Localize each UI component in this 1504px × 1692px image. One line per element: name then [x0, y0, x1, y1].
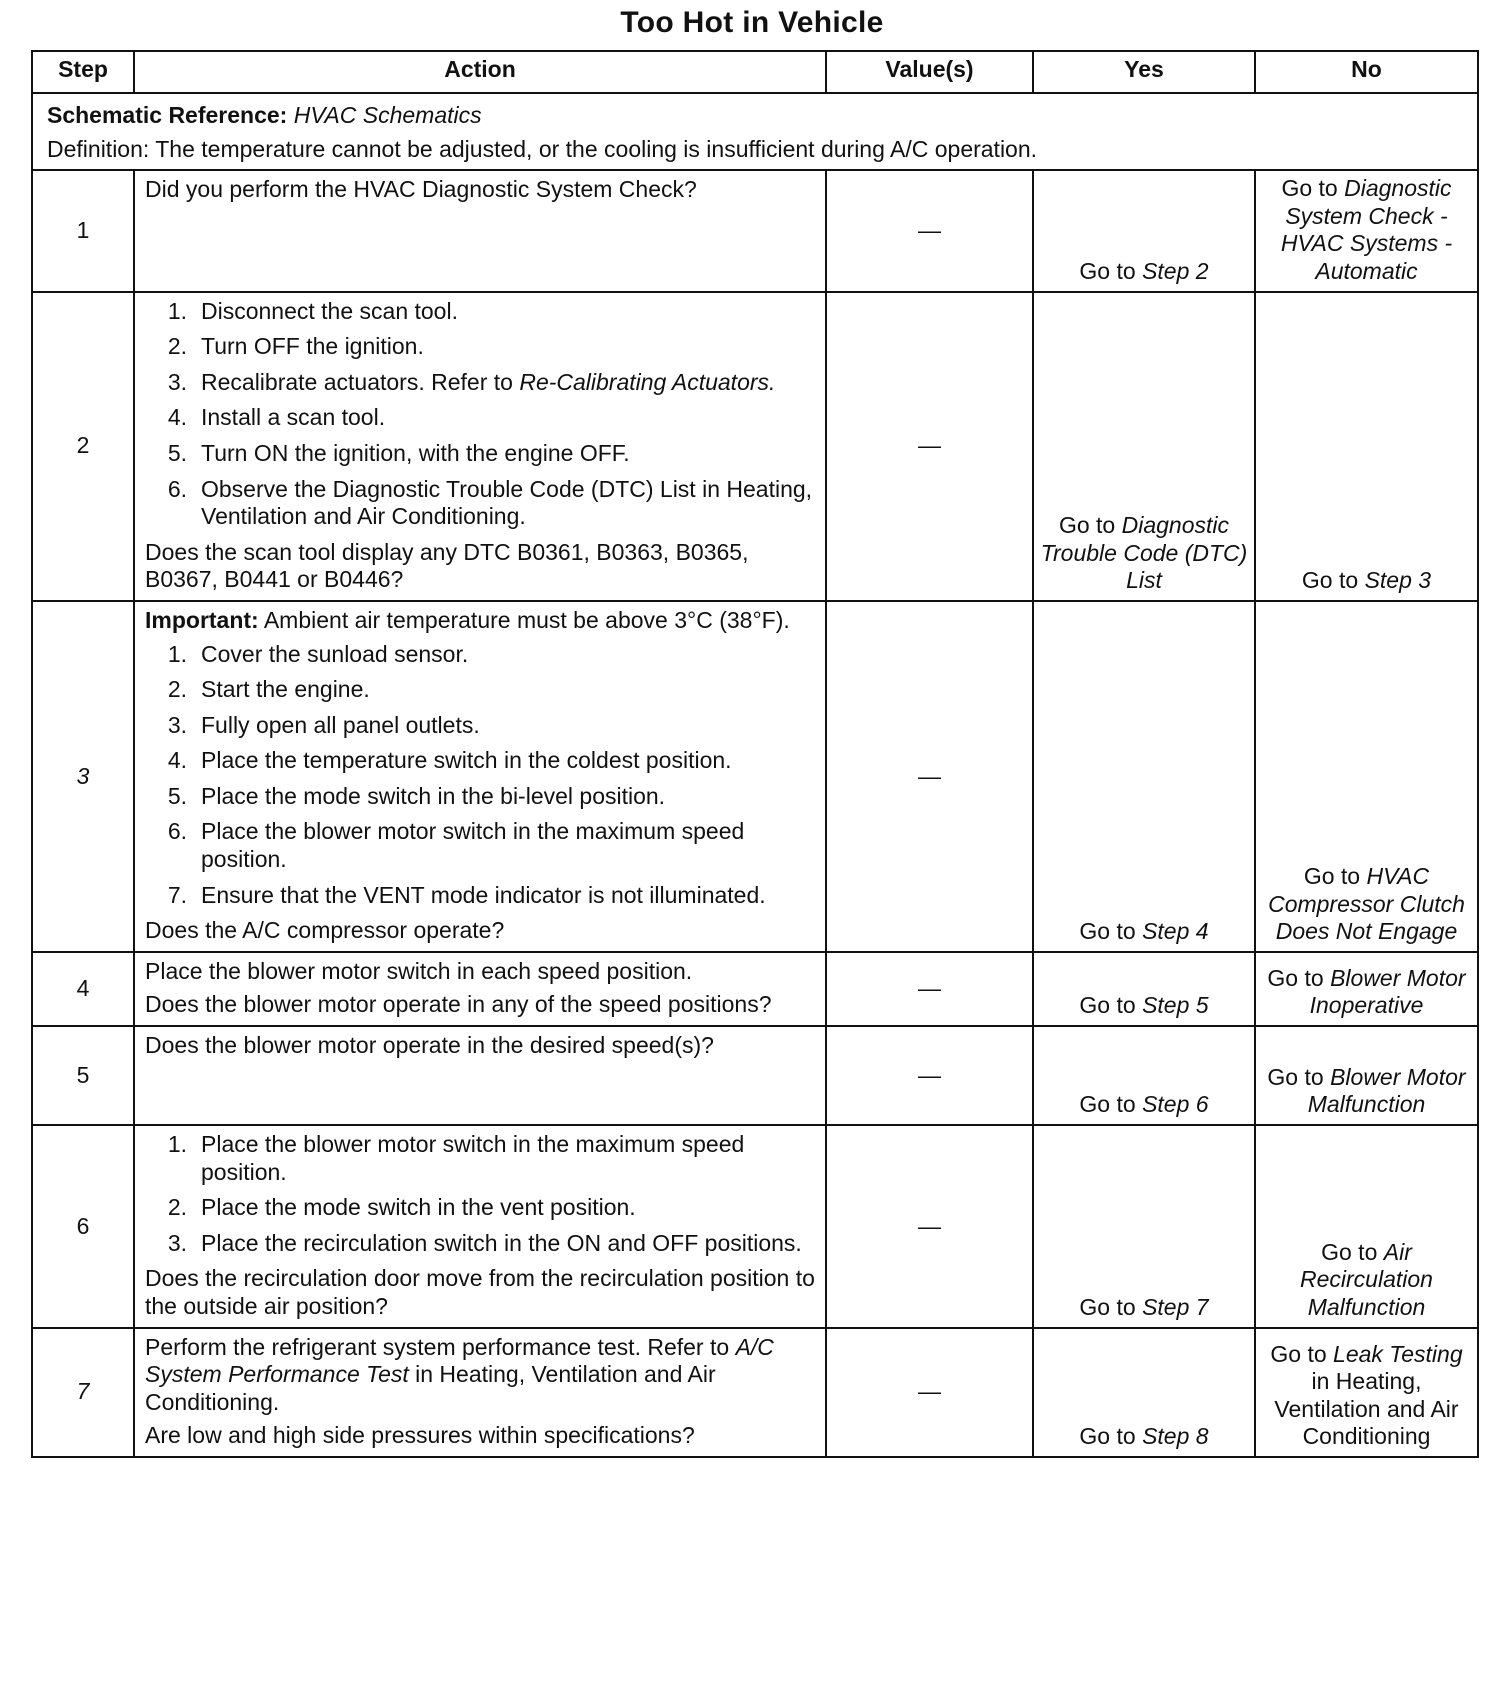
- list-item: 3. Recalibrate actuators. Refer to Re-Calibrating Actuators.: [167, 368, 776, 395]
- list-item: 4. Place the temperature switch in the coldest position.: [167, 747, 732, 774]
- yes-cell: [1033, 1026, 1255, 1125]
- schematic-reference: [47, 102, 1467, 130]
- no-prefix: Go to: [1303, 863, 1367, 890]
- diagnostic-table: [31, 50, 1479, 1458]
- procedure-list: [145, 298, 817, 531]
- action-question: Does the blower motor operate in any of the speed positions?: [145, 991, 772, 1018]
- list-item: 6. Place the blower motor switch in the maximum speed position.: [167, 818, 745, 873]
- action-cell: [134, 292, 826, 601]
- action-cell: [134, 1026, 826, 1125]
- list-item: 2. Start the engine.: [167, 676, 370, 703]
- table-row: [32, 292, 1478, 601]
- table-header-row: [32, 51, 1478, 93]
- reference-cell: [32, 93, 1478, 170]
- recalibrate-link[interactable]: Re-Calibrating Actuators.: [519, 368, 776, 395]
- value-cell: [826, 952, 1033, 1026]
- no-link[interactable]: HVAC Compressor Clutch Does Not Engage: [1268, 863, 1465, 945]
- no-suffix: in Heating, Ventilation and Air Conditioning: [1274, 1368, 1459, 1450]
- table-row: [32, 170, 1478, 291]
- value-cell: [826, 601, 1033, 952]
- action-cell: [134, 952, 826, 1026]
- action-cell: [134, 170, 826, 291]
- no-cell: [1255, 170, 1478, 291]
- step-number: 3: [32, 601, 134, 952]
- definition: Definition: The temperature cannot be adjusted, or the cooling is insufficient during A/C operation.: [47, 135, 1038, 162]
- yes-link[interactable]: Step 7: [1142, 1294, 1209, 1320]
- yes-prefix: Go to: [1079, 257, 1143, 284]
- performance-test-link[interactable]: A/C System Performance Test: [145, 1333, 774, 1388]
- yes-link[interactable]: Step 6: [1142, 1091, 1209, 1118]
- list-item: 1. Cover the sunload sensor.: [167, 640, 469, 667]
- no-cell: [1255, 601, 1478, 952]
- action-instruction: Perform the refrigerant system performance test. Refer to A/C System Performance Test in Heating, Ventilation and Air Conditioning.: [145, 1333, 774, 1415]
- header-no: No: [1255, 51, 1478, 93]
- table-row: [32, 1026, 1478, 1125]
- list-item: 6. Observe the Diagnostic Trouble Code (DTC) List in Heating, Ventilation and Air Conditioning.: [167, 475, 813, 530]
- yes-link[interactable]: Diagnostic Trouble Code (DTC) List: [1040, 512, 1248, 594]
- yes-cell: [1033, 170, 1255, 291]
- value-cell: [826, 170, 1033, 291]
- table-row: [32, 1125, 1478, 1328]
- action-question: Are low and high side pressures within specifications?: [145, 1422, 695, 1449]
- yes-prefix: Go to: [1079, 992, 1143, 1019]
- list-item: 5. Turn ON the ignition, with the engine OFF.: [167, 439, 630, 466]
- list-item: 4. Install a scan tool.: [167, 404, 386, 431]
- yes-prefix: Go to: [1079, 918, 1143, 945]
- list-item: 7. Ensure that the VENT mode indicator is not illuminated.: [167, 881, 766, 908]
- value-cell: [826, 1026, 1033, 1125]
- table-row: [32, 1328, 1478, 1457]
- value-cell: [826, 1125, 1033, 1328]
- header-values: Value(s): [826, 51, 1033, 93]
- no-prefix: Go to: [1301, 567, 1365, 594]
- no-prefix: Go to: [1321, 1238, 1384, 1265]
- value-dash: —: [918, 432, 941, 459]
- action-question: Does the blower motor operate in the desired speed(s)?: [145, 1032, 714, 1059]
- action-cell: [134, 1125, 826, 1328]
- no-link[interactable]: Air Recirculation Malfunction: [1300, 1238, 1433, 1320]
- header-action: Action: [134, 51, 826, 93]
- no-link[interactable]: Step 3: [1364, 567, 1432, 594]
- value-dash: —: [918, 975, 941, 1002]
- schematic-label: Schematic Reference:: [47, 102, 288, 128]
- value-dash: —: [918, 1378, 941, 1405]
- action-instruction: Place the blower motor switch in each speed position.: [145, 957, 693, 984]
- procedure-list: [145, 641, 817, 910]
- schematic-link[interactable]: HVAC Schematics: [293, 102, 482, 128]
- step-number: 6: [32, 1125, 134, 1328]
- no-link[interactable]: Blower Motor Inoperative: [1309, 964, 1466, 1019]
- value-dash: —: [918, 1061, 941, 1088]
- no-cell: [1255, 1026, 1478, 1125]
- no-link[interactable]: Blower Motor Malfunction: [1307, 1063, 1466, 1118]
- header-yes: Yes: [1033, 51, 1255, 93]
- reference-row: [32, 93, 1478, 170]
- no-link[interactable]: Diagnostic System Check - HVAC Systems - Automatic: [1280, 175, 1453, 284]
- yes-cell: [1033, 292, 1255, 601]
- no-cell: [1255, 1125, 1478, 1328]
- action-question: Did you perform the HVAC Diagnostic System Check?: [145, 176, 697, 203]
- no-prefix: Go to: [1267, 1063, 1331, 1090]
- yes-cell: [1033, 1328, 1255, 1457]
- list-item: 3. Place the recirculation switch in the ON and OFF positions.: [167, 1229, 802, 1256]
- yes-link[interactable]: Step 8: [1142, 1423, 1209, 1450]
- action-question: Does the recirculation door move from the recirculation position to the outside air position?: [145, 1265, 815, 1319]
- no-prefix: Go to: [1270, 1340, 1334, 1367]
- yes-prefix: Go to: [1079, 1091, 1143, 1118]
- value-dash: —: [918, 1212, 941, 1239]
- important-note: Important: Ambient air temperature must be above 3°C (38°F).: [145, 606, 790, 633]
- list-item: 2. Turn OFF the ignition.: [167, 333, 424, 360]
- no-prefix: Go to: [1267, 964, 1331, 991]
- no-cell: [1255, 952, 1478, 1026]
- yes-link[interactable]: Step 2: [1142, 257, 1209, 284]
- value-cell: [826, 292, 1033, 601]
- action-cell: [134, 601, 826, 952]
- yes-prefix: Go to: [1079, 1423, 1143, 1450]
- page-title: Too Hot in Vehicle: [620, 6, 884, 39]
- yes-cell: [1033, 1125, 1255, 1328]
- action-question: Does the scan tool display any DTC B0361, B0363, B0365, B0367, B0441 or B0446?: [145, 538, 749, 593]
- procedure-list: [145, 1131, 817, 1257]
- no-prefix: Go to: [1281, 175, 1345, 202]
- value-dash: —: [918, 762, 941, 789]
- step-number: 7: [32, 1328, 134, 1457]
- no-cell: [1255, 292, 1478, 601]
- step-number: 4: [32, 952, 134, 1026]
- step-number: 2: [32, 292, 134, 601]
- header-step: Step: [32, 51, 134, 93]
- list-item: 1. Place the blower motor switch in the maximum speed position.: [167, 1131, 745, 1185]
- value-cell: [826, 1328, 1033, 1457]
- step-number: 1: [32, 170, 134, 291]
- list-item: 2. Place the mode switch in the vent position.: [167, 1194, 636, 1221]
- value-dash: —: [918, 217, 941, 244]
- action-question: Does the A/C compressor operate?: [145, 917, 505, 944]
- step-number: 5: [32, 1026, 134, 1125]
- action-cell: [134, 1328, 826, 1457]
- list-item: 5. Place the mode switch in the bi-level position.: [167, 782, 666, 809]
- list-item: 3. Fully open all panel outlets.: [167, 711, 480, 738]
- table-row: [32, 952, 1478, 1026]
- yes-link[interactable]: Step 5: [1142, 992, 1209, 1019]
- yes-cell: [1033, 601, 1255, 952]
- yes-prefix: Go to: [1058, 512, 1122, 539]
- table-row: [32, 601, 1478, 952]
- yes-prefix: Go to: [1079, 1294, 1143, 1320]
- no-link[interactable]: Leak Testing: [1333, 1340, 1463, 1367]
- yes-link[interactable]: Step 4: [1142, 918, 1209, 945]
- list-item: 1. Disconnect the scan tool.: [167, 297, 458, 324]
- no-cell: [1255, 1328, 1478, 1457]
- yes-cell: [1033, 952, 1255, 1026]
